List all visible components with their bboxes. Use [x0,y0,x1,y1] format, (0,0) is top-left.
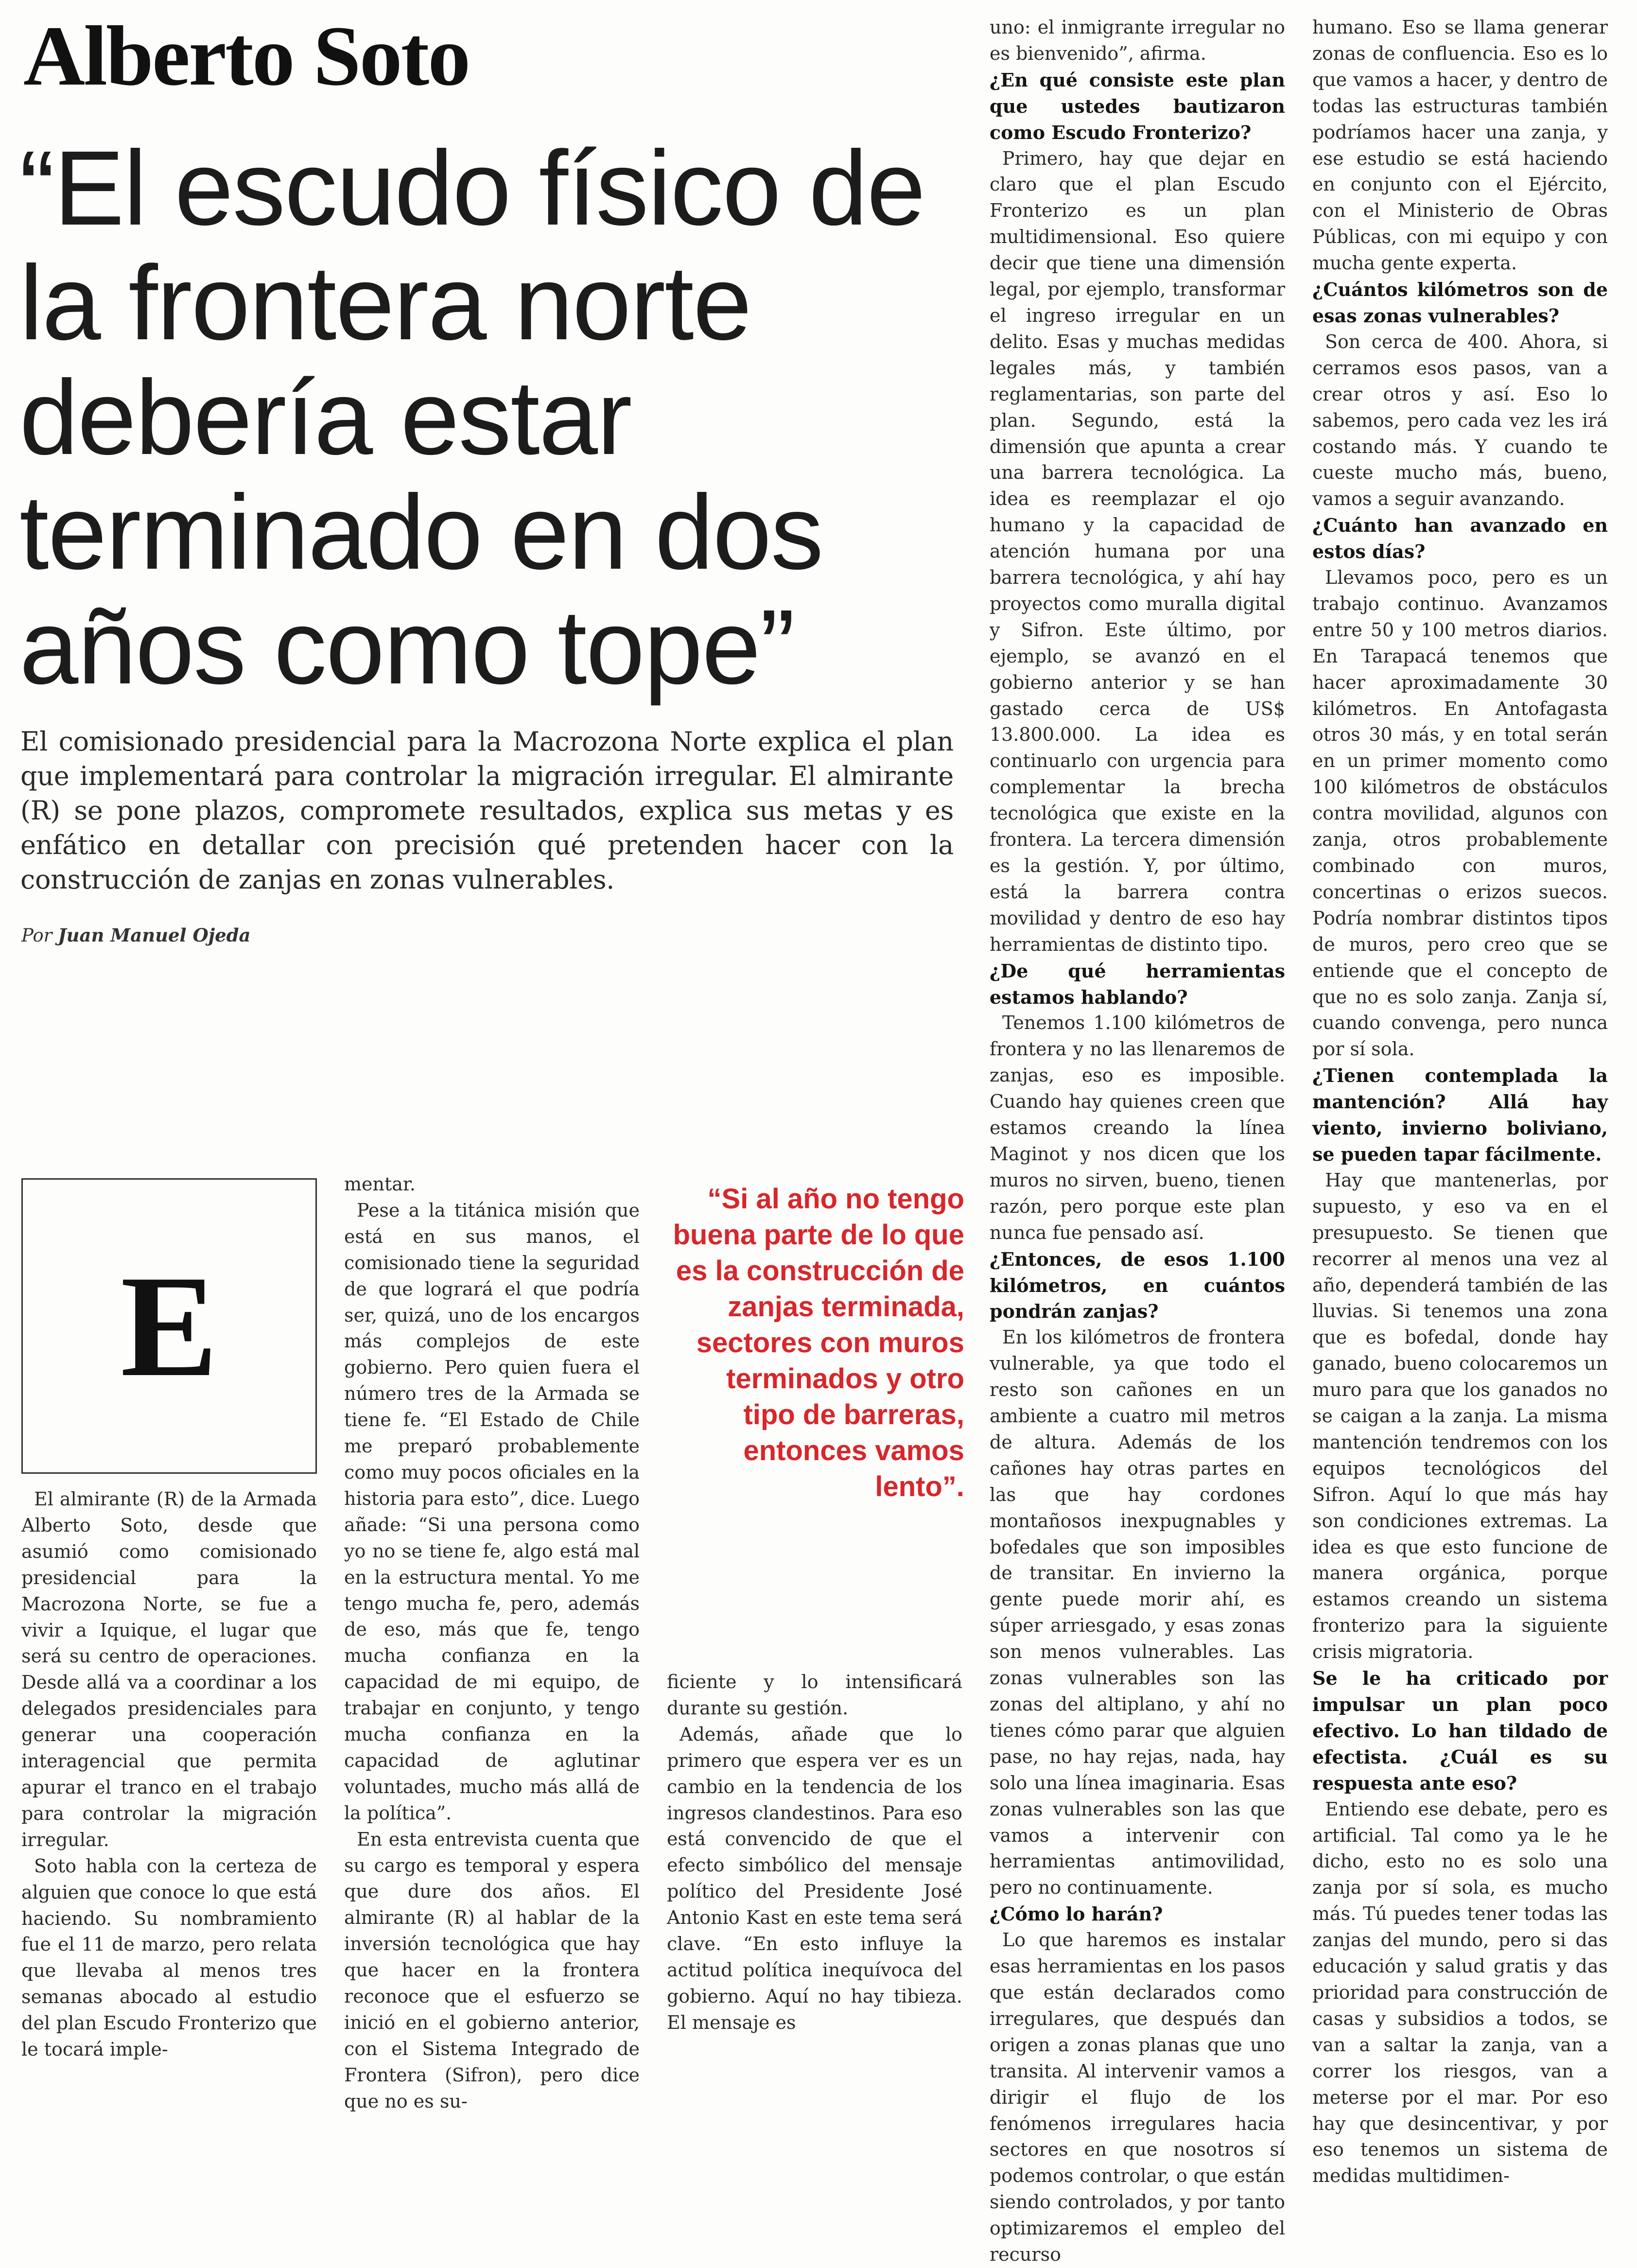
column-1 [21,1486,317,2060]
body-paragraph: humano. Eso se llama generar zonas de confluencia. Eso es lo que vamos a hacer, y dentro de todas las estructuras también podríamos hacer una zanja, y ese estudio se está haciendo en conjunto con el Ejército, con el Ministerio de Obras Públicas, con mi equipo y con mucha gente experta. [1312,17,1608,274]
body-paragraph: El almirante (R) de la Armada Alberto Soto, desde que asumió como comisionado presidencial para la Macrozona Norte, se fue a vivir a Iquique, el lugar que será su centro de operaciones. Desde allá va a coordinar a los delegados presidenciales para generar una cooperación interagencial que permita apurar el tranco en el trabajo para controlar la migración irregular. [21,1488,317,1850]
drop-cap: E [21,1178,317,1474]
body-paragraph: Lo que haremos es instalar esas herramientas en los pasos que están declarados como irregulares, que después dan origen a zonas planas que uno transita. Al intervenir vamos a dirigir el flujo de los fenómenos irregulares hacia sectores en que nosotros sí podemos controlar, o que están siendo controlados, y por tanto optimizaremos el empleo del recurso [990,1929,1285,2266]
column-3 [667,1669,962,2033]
body-paragraph: Llevamos poco, pero es un trabajo continuo. Avanzamos entre 50 y 100 metros diarios. En Tarapacá tenemos que hacer aproximadamente 30 kilómetros. En Antofagasta otros 30 más, y en total serán en un primer momento como 100 kilómetros de obstáculos contra movilidad, algunos con zanja, otros probablemente combinado con muros, concertinas o erizos suecos. Podría nombrar distintos tipos de muros, pero creo que se entiende que el concepto de que no es solo zanja. Zanja sí, cuando convenga, pero nunca por sí sola. [1312,567,1608,1060]
interview-question: ¿Cuántos kilómetros son de esas zonas vulnerables? [1312,279,1608,327]
body-paragraph: mentar. [344,1173,416,1195]
body-paragraph: Primero, hay que dejar en claro que el plan Escudo Fronterizo es un plan multidimensional. Eso quiere decir que tiene una dimensión legal, por ejemplo, transformar el ingreso irregular en un delito. Esas y muchas medidas legales más, y también reglamentarias, son parte del plan. Segundo, está la dimensión que apunta a crear una barrera tecnológica. La idea es reemplazar el ojo humano y la capacidad de atención humana por una barrera tecnológica, y ahí hay proyectos como muralla digital y Sifron. Este último, por ejemplo, se avanzó en el gobierno anterior y se han gastado cerca de US$ 13.800.000. La idea es continuarlo con urgencia para complementar la brecha tecnológica que existe en la frontera. La tercera dimensión es la gestión. Y, por último, está la barrera contra movilidad y dentro de eso hay herramientas de distinto tipo. [990,147,1285,955]
interview-question: ¿Tienen contemplada la mantención? Allá hay viento, invierno boliviano, se pueden tapar fácilmente. [1312,1064,1608,1165]
interview-question: ¿De qué herramientas estamos hablando? [990,960,1285,1008]
column-2 [344,1171,640,2112]
body-paragraph: En los kilómetros de frontera vulnerable, ya que todo el resto son cañones en un ambiente a cuatro mil metros de altura. Además de los cañones hay otras partes en las que hay cordones montañosos inexpugnables y bofedales que son imposibles de transitar. En invierno la gente puede morir ahí, es súper arriesgado, y esas zonas son menos vulnerables. Las zonas vulnerables son las zonas del altiplano, y ahí no tienes cómo parar que alguien pase, no hay rejas, nada, hay solo una línea imaginaria. Esas zonas vulnerables son las que vamos a intervenir con herramientas antimovilidad, pero no continuamente. [990,1326,1285,1899]
interview-question: ¿Entonces, de esos 1.100 kilómetros, en cuántos pondrán zanjas? [990,1248,1285,1323]
pull-quote: “Si al año no tengo buena parte de lo que es la construcción de zanjas terminada, sectores con muros terminados y otro tipo de barreras, entonces vamos lento”. [673,1183,964,1502]
byline [21,925,251,946]
deck: El comisionado presidencial para la Macrozona Norte explica el plan que implementará para controlar la migración irregular. El almirante (R) se pone plazos, compromete resultados, explica sus metas y es enfático en detallar con precisión qué pretenden hacer con la construcción de zanjas en zonas vulnerables. [20,726,954,895]
body-paragraph: En esta entrevista cuenta que su cargo es temporal y espera que dure dos años. El almirante (R) al hablar de la inversión tecnológica que hay que hacer en la frontera reconoce que el esfuerzo se inició en el gobierno anterior, con el Sistema Integrado de Frontera (Sifron), pero dice que no es su- [344,1828,640,2112]
column-4 [990,15,1285,2266]
body-paragraph: uno: el inmigrante irregular no es bienvenido”, afirma. [990,17,1285,64]
body-paragraph: Pese a la titánica misión que está en sus manos, el comisionado tiene la seguridad de que logrará el que podría ser, quizá, uno de los encargos más complejos de este gobierno. Pero quien fuera el número tres de la Armada se tiene fe. “El Estado de Chile me preparó probablemente como muy pocos oficiales en la historia para esto”, dice. Luego añade: “Si una persona como yo no se tiene fe, algo está mal en la estructura mental. Yo me tengo mucha fe, pero, además de eso, más que fe, tengo mucha confianza en la capacidad de mi equipo, de trabajar en conjunto, y tengo mucha confianza en la capacidad de aglutinar voluntades, mucho más allá de la política”. [344,1199,640,1824]
interview-question: ¿Cómo lo harán? [990,1903,1163,1925]
body-paragraph: Además, añade que lo primero que espera ver es un cambio en la tendencia de los ingresos clandestinos. Para eso está convencido de que el efecto simbólico del mensaje político del Presidente José Antonio Kast en este tema será clave. “En esto influye la actitud política inequívoca del gobierno. Aquí no hay tibieza. El mensaje es [667,1723,962,2033]
column-5 [1312,15,1608,2187]
interview-question: ¿En qué consiste este plan que ustedes bautizaron como Escudo Fronterizo? [990,69,1285,143]
body-paragraph: Hay que mantenerlas, por supuesto, y eso va en el presupuesto. Se tienen que recorrer al menos una vez al año, dependerá también de las lluvias. Si tenemos una zona que es bofedal, donde hay ganado, bueno colocaremos un muro para que los ganados no se caigan a la zanja. La misma mantención tendremos con los equipos tecnológicos del Sifron. Aquí lo que más hay son condiciones extremas. La idea es que esto funcione de manera orgánica, porque estamos creando un sistema fronterizo para la siguiente crisis migratoria. [1312,1169,1608,1663]
byline-author: Juan Manuel Ojeda [58,925,251,946]
body-paragraph: Entiendo ese debate, pero es artificial. Tal como ya le he dicho, esto no es solo una zanja por sí sola, es mucho más. Tú puedes tener todas las zanjas del mundo, pero si das educación y salud gratis y das prioridad para construcción de casas y subsidios a todos, se van a saltar la zanja, van a correr los riesgos, van a meterse por el mar. Por eso hay que desincentivar, y por eso tenemos un sistema de medidas multidimen- [1312,1798,1608,2187]
body-paragraph: Son cerca de 400. Ahora, si cerramos esos pasos, van a crear otros y así. Eso lo sabemos, pero cada vez les irá costando más. Y cuando te cueste mucho más, bueno, vamos a seguir avanzando. [1312,331,1608,510]
body-paragraph: Soto habla con la certeza de alguien que conoce lo que está haciendo. Su nombramiento fue el 11 de marzo, pero relata que llevaba al menos tres semanas abocado al estudio del plan Escudo Fronterizo que le tocará imple- [21,1855,317,2060]
byline-prefix: Por [21,925,52,946]
interview-question: Se le ha criticado por impulsar un plan poco efectivo. Lo han tildado de efectista. ¿Cuál es su respuesta ante eso? [1312,1667,1608,1794]
interview-question: ¿Cuánto han avanzado en estos días? [1312,514,1608,563]
headline: “El escudo físico de la frontera norte debería estar terminado en dos años como tope” [19,129,925,706]
interviewee-name: Alberto Soto [23,9,470,104]
body-paragraph: Tenemos 1.100 kilómetros de frontera y no las llenaremos de zanjas, eso es imposible. Cuando hay quienes creen que estamos creando la línea Maginot y nos dicen que los muros no sirven, bueno, tienen razón, pero porque este plan nunca fue pensado así. [990,1012,1285,1243]
body-paragraph: ficiente y lo intensificará durante su gestión. [667,1671,962,1719]
